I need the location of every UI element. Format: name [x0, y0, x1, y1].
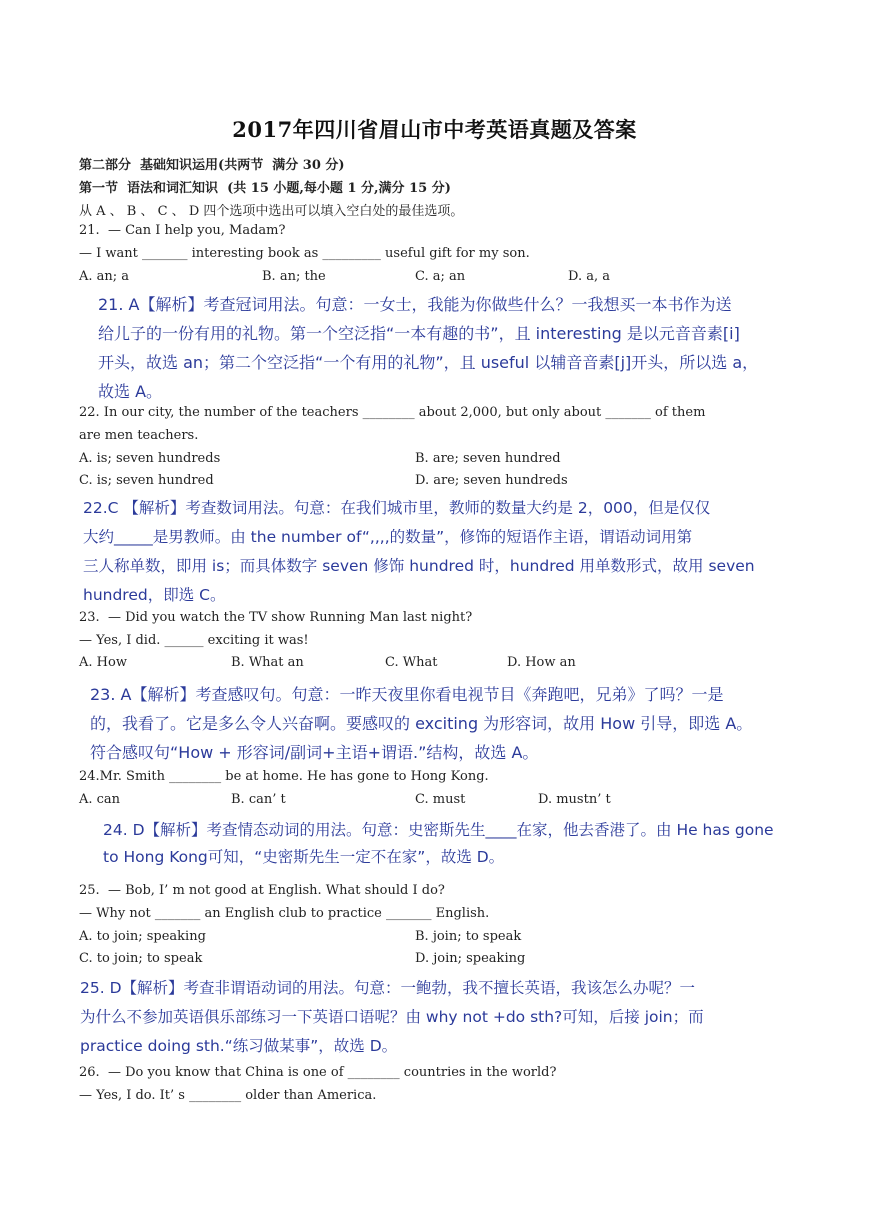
q21-reply: — I want _______ interesting book as _________ useful gift for my son. — [79, 246, 530, 261]
q24-answer-line: 24. D【解析】考查情态动词的用法。句意：史密斯先生____在家，他去香港了。由 He has gone — [103, 821, 774, 839]
q21-option-d: D. a, a — [568, 269, 610, 284]
q23-answer — [90, 680, 825, 767]
instruction-text: 从 A 、 B 、 C 、 D 四个选项中选出可以填入空白处的最佳选项。 — [79, 204, 464, 219]
q21-option-b: B. an; the — [262, 269, 326, 284]
q23-option-b: B. What an — [231, 655, 304, 670]
q21-stem: 21. — Can I help you, Madam? — [79, 223, 286, 238]
q24-stem: 24.Mr. Smith ________ be at home. He has gone to Hong Kong. — [79, 769, 489, 784]
q22-answer-line: 大约_____是男教师。由 the number of“,,,,的数量”，修饰的短语作主语，谓语动词用第 — [83, 528, 693, 546]
q23-reply: — Yes, I did. ______ exciting it was! — [79, 633, 309, 648]
q26-reply: — Yes, I do. It’ s ________ older than America. — [79, 1088, 377, 1103]
q22-option-d: D. are; seven hundreds — [415, 473, 568, 488]
q25-option-c: C. to join; to speak — [79, 951, 203, 966]
q21-option-c: C. a; an — [415, 269, 466, 284]
q21-answer-line: 开头，故选 an；第二个空泛指“一个有用的礼物”，且 useful 以辅音音素[j]开头，所以选 a， — [98, 353, 759, 372]
q21-option-a: A. an; a — [79, 269, 130, 284]
q25-answer-line: 25. D【解析】考查非谓语动词的用法。句意：一鲍勃，我不擅长英语，我该怎么办呢？一 — [80, 979, 696, 997]
q22-answer-line: 22.C 【解析】考查数词用法。句意：在我们城市里，教师的数量大约是 2，000，但是仅仅 — [83, 499, 711, 517]
subsection-heading: 第一节 语法和词汇知识 (共 15 小题,每小题 1 分,满分 15 分) — [79, 181, 451, 196]
q22-option-c: C. is; seven hundred — [79, 473, 214, 488]
q22-answer-line: 三人称单数，即用 is；而具体数字 seven 修饰 hundred 时，hundred 用单数形式，故用 seven — [83, 557, 755, 575]
q25-stem: 25. — Bob, I’ m not good at English. What should I do? — [79, 883, 445, 898]
section-heading: 第二部分 基础知识运用(共两节 满分 30 分) — [79, 158, 345, 173]
q21-answer — [98, 290, 833, 406]
q24-answer — [103, 817, 838, 871]
q23-option-c: C. What — [385, 655, 438, 670]
q24-option-a: A. can — [79, 792, 121, 807]
q21-answer-line: 21. A【解析】考查冠词用法。句意：一女士，我能为你做些什么？一我想买一本书作为送 — [98, 295, 732, 314]
q23-option-d: D. How an — [507, 655, 576, 670]
q22-answer — [83, 494, 818, 610]
q24-answer-line: to Hong Kong可知，“史密斯先生一定不在家”，故选 D。 — [103, 848, 505, 866]
q25-reply: — Why not _______ an English club to practice _______ English. — [79, 906, 490, 921]
q25-option-a: A. to join; speaking — [79, 929, 206, 944]
q23-answer-line: 23. A【解析】考查感叹句。句意：一昨天夜里你看电视节目《奔跑吧，兄弟》了吗？一是 — [90, 685, 724, 704]
q25-option-d: D. join; speaking — [415, 951, 526, 966]
q25-answer — [80, 974, 815, 1061]
q22-option-a: A. is; seven hundreds — [79, 451, 221, 466]
q24-option-c: C. must — [415, 792, 466, 807]
page-title: 2017年四川省眉山市中考英语真题及答案 — [232, 117, 637, 142]
q23-option-a: A. How — [79, 655, 127, 670]
q21-answer-line: 给儿子的一份有用的礼物。第一个空泛指“一本有趣的书”，且 interesting 是以元音音素[i] — [98, 324, 740, 343]
q24-option-b: B. can’ t — [231, 792, 286, 807]
q24-option-d: D. mustn’ t — [538, 792, 611, 807]
q22-answer-line: hundred，即选 C。 — [83, 586, 226, 604]
q22-option-b: B. are; seven hundred — [415, 451, 561, 466]
q25-answer-line: practice doing sth.“练习做某事”，故选 D。 — [80, 1037, 398, 1055]
q25-option-b: B. join; to speak — [415, 929, 522, 944]
q23-answer-line: 符合感叹句“How + 形容词/副词+主语+谓语.”结构，故选 A。 — [90, 743, 539, 762]
q23-answer-line: 的，我看了。它是多么令人兴奋啊。要感叹的 exciting 为形容词，故用 How 引导，即选 A。 — [90, 714, 753, 733]
q22-stem-continued: are men teachers. — [79, 428, 199, 443]
q23-stem: 23. — Did you watch the TV show Running Man last night? — [79, 610, 473, 625]
q25-answer-line: 为什么不参加英语俱乐部练习一下英语口语呢？由 why not +do sth?可知，后接 join；而 — [80, 1008, 704, 1026]
q22-stem: 22. In our city, the number of the teachers ________ about 2,000, but only about _______ of them — [79, 405, 706, 420]
q26-stem: 26. — Do you know that China is one of ________ countries in the world? — [79, 1065, 557, 1080]
q21-answer-line: 故选 A。 — [98, 382, 163, 401]
